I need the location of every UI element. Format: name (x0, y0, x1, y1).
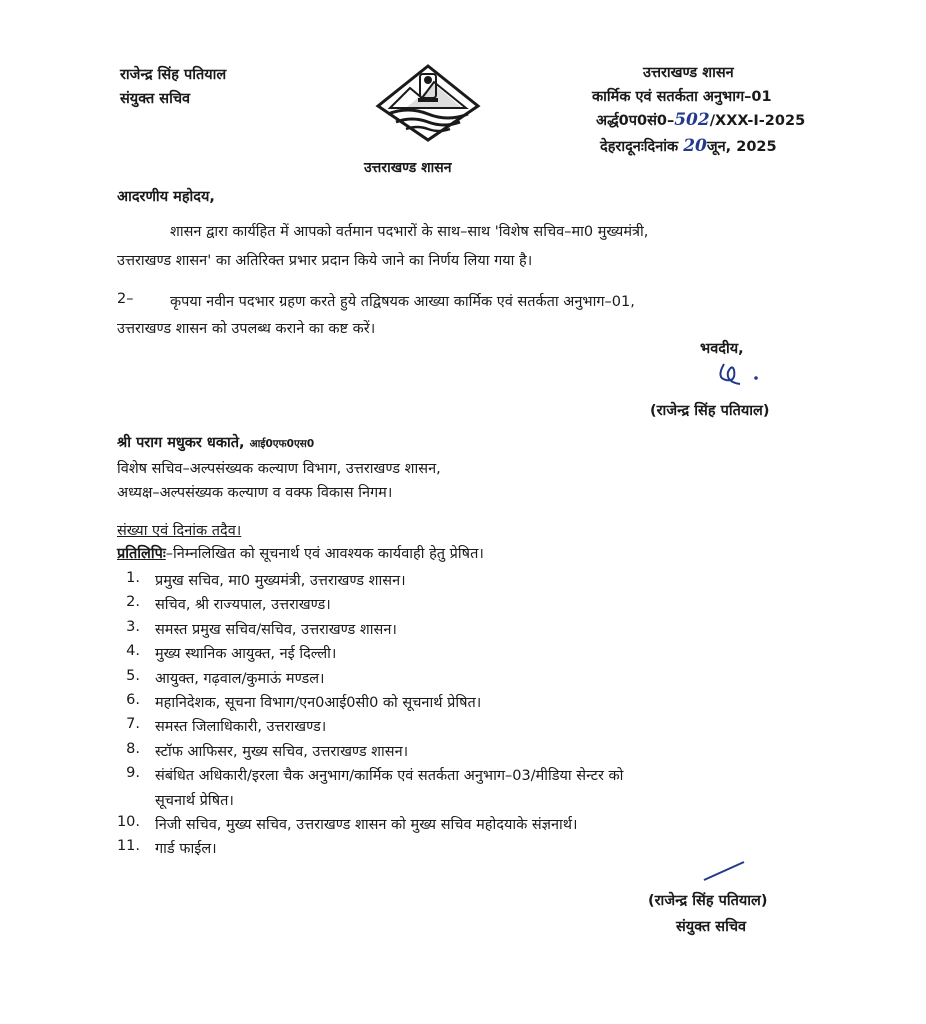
salutation: आदरणीय महोदय, (117, 189, 215, 205)
ref-number-handwritten: 502 (674, 110, 710, 130)
copy-item-text: संबंधित अधिकारी/इरला चैक अनुभाग/कार्मिक एवं सतर्कता अनुभाग–03/मीडिया सेन्टर को (155, 768, 624, 785)
closing-signer: (राजेन्द्र सिंह पतियाल) (650, 403, 770, 419)
sender-designation: संयुक्त सचिव (120, 91, 191, 107)
copy-item-text: गार्ड फाईल। (155, 841, 217, 858)
copy-item-text: आयुक्त, गढ़वाल/कुमाऊं मण्डल। (155, 670, 325, 687)
signature-icon (710, 360, 770, 390)
para2-number: 2– (117, 291, 134, 307)
para1-line2: उत्तराखण्ड शासन' का अतिरिक्त प्रभार प्रदान किये जाने का निर्णय लिया गया है। (117, 253, 533, 269)
para2-line1: कृपया नवीन पदभार ग्रहण करते हुये तद्विषयक आख्या कार्मिक एवं सतर्कता अनुभाग–01, (170, 294, 635, 310)
copy-item-number: 7. (126, 716, 140, 733)
date-day-handwritten: 20 (683, 136, 707, 156)
ref-suffix: /XXX-I-2025 (709, 113, 806, 129)
emblem-caption: उत्तराखण्ड शासन (364, 160, 452, 176)
closing-yours: भवदीय, (700, 341, 744, 357)
uttarakhand-emblem-icon (370, 62, 486, 144)
copy-item-number: 8. (126, 740, 140, 757)
date-suffix: जून, 2025 (706, 139, 777, 155)
reference-number (596, 110, 805, 130)
copy-item-text: मुख्य स्थानिक आयुक्त, नई दिल्ली। (155, 646, 337, 663)
copy-item-number: 4. (126, 643, 140, 660)
office-government: उत्तराखण्ड शासन (643, 65, 734, 81)
para2-line2: उत्तराखण्ड शासन को उपलब्ध कराने का कष्ट करें। (117, 321, 376, 337)
office-section: कार्मिक एवं सतर्कता अनुभाग–01 (592, 89, 772, 105)
copy-ref-line: संख्या एवं दिनांक तदैव। (117, 523, 242, 539)
copy-item-text: समस्त जिलाधिकारी, उत्तराखण्ड। (155, 719, 327, 736)
recipient-name (117, 432, 314, 452)
para1-line1: शासन द्वारा कार्यहित में आपको वर्तमान पदभारों के साथ–साथ 'विशेष सचिव–मा0 मुख्यमंत्री, (170, 224, 649, 240)
copy-item-number: 5. (126, 667, 140, 684)
recipient-name-text: श्री पराग मधुकर धकाते, (117, 435, 245, 451)
ref-prefix: अर्द्ध0प0सं0– (596, 113, 675, 129)
copy-item-text: प्रमुख सचिव, मा0 मुख्यमंत्री, उत्तराखण्ड शासन। (155, 573, 406, 589)
copy-item-number: 6. (126, 692, 140, 708)
copy-item-text: सचिव, श्री राज्यपाल, उत्तराखण्ड। (155, 597, 331, 614)
copy-item-number: 11. (116, 838, 140, 855)
copy-item-text: समस्त प्रमुख सचिव/सचिव, उत्तराखण्ड शासन। (155, 621, 397, 638)
copy-item-text: स्टॉफ आफिसर, मुख्य सचिव, उत्तराखण्ड शासन। (155, 743, 409, 760)
copy-item-text: निजी सचिव, मुख्य सचिव, उत्तराखण्ड शासन को मुख्य सचिव महोदयाके संज्ञनार्थ। (155, 817, 578, 833)
copy-label: प्रतिलिपिः (117, 546, 166, 562)
copy-intro-text: –निम्नलिखित को सूचनार्थ एवं आवश्यक कार्यवाही हेतु प्रेषित। (165, 546, 484, 562)
footer-designation: संयुक्त सचिव (676, 919, 747, 935)
footer-signature-icon (700, 858, 750, 884)
copy-item-number: 2. (126, 594, 140, 611)
copy-item-text: महानिदेशक, सूचना विभाग/एन0आई0सी0 को सूचनार्थ प्रेषित। (155, 695, 482, 711)
copy-item-number: 9. (126, 765, 140, 782)
sender-name: राजेन्द्र सिंह पतियाल (120, 67, 227, 83)
copy-item-text-continued: सूचनार्थ प्रेषित। (155, 792, 234, 809)
recipient-service: आई0एफ0एस0 (249, 438, 315, 450)
copy-item-number: 1. (126, 570, 140, 586)
recipient-line3: अध्यक्ष–अल्पसंख्यक कल्याण व वक्फ विकास निगम। (117, 485, 393, 501)
copy-item-number: 3. (126, 618, 140, 635)
footer-signer: (राजेन्द्र सिंह पतियाल) (648, 893, 768, 909)
recipient-line2: विशेष सचिव–अल्पसंख्यक कल्याण विभाग, उत्तराखण्ड शासन, (117, 461, 441, 477)
date-prefix: देहरादूनःदिनांक (600, 139, 684, 155)
copy-item-number: 10. (116, 814, 140, 830)
letter-date (600, 136, 777, 156)
copy-intro (117, 543, 484, 563)
